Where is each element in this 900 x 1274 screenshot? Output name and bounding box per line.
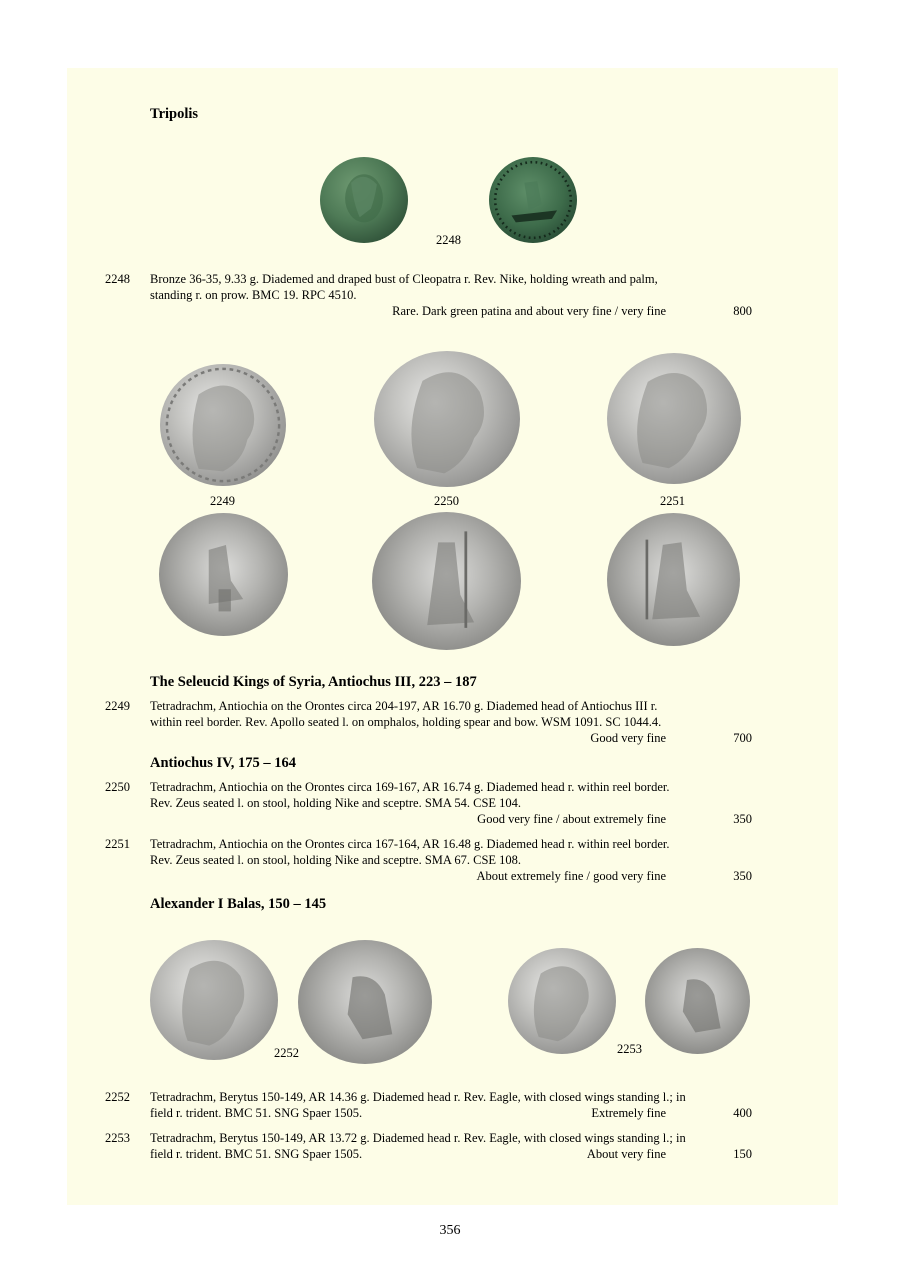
lot-2252-grade-row [150, 1105, 752, 1121]
section-heading-tripolis: Tripolis [150, 106, 199, 122]
lot-2251-line-2: Rev. Zeus seated l. on stool, holding Nike and sceptre. SMA 67. CSE 108. [150, 853, 522, 867]
lot-description-2249 [150, 698, 752, 730]
lot-2252-line-1: Tetradrachm, Berytus 150-149, AR 14.36 g. Diademed head r. Rev. Eagle, with closed wings standing l.; in [150, 1090, 686, 1104]
coin-2248-reverse-image [489, 157, 577, 243]
lot-number-2249: 2249 [105, 699, 130, 713]
coin-2251-reverse-image [607, 513, 740, 646]
lot-2250-line-2: Rev. Zeus seated l. on stool, holding Nike and sceptre. SMA 54. CSE 104. [150, 796, 522, 810]
coin-2250-obverse-image [374, 351, 520, 487]
section-heading-antiochus-iii: The Seleucid Kings of Syria, Antiochus III, 223 – 187 [150, 674, 477, 690]
lot-number-2248: 2248 [105, 272, 130, 286]
lot-2253-line-2: field r. trident. BMC 51. SNG Spaer 1505. [150, 1147, 363, 1161]
lot-2248-line-1: Bronze 36-35, 9.33 g. Diademed and draped bust of Cleopatra r. Rev. Nike, holding wreath and palm, [150, 272, 658, 286]
coin-2252-obverse-image [150, 940, 278, 1060]
lot-description-2250 [150, 779, 752, 811]
coin-2252-reverse-image [298, 940, 432, 1064]
lot-2250-estimate: 350 [733, 812, 752, 826]
lot-2249-line-2: within reel border. Rev. Apollo seated l. on omphalos, holding spear and bow. WSM 1091. SC 1044.4. [150, 715, 662, 729]
lot-2250-line-1: Tetradrachm, Antiochia on the Orontes circa 169-167, AR 16.74 g. Diademed head r. within reel border. [150, 780, 670, 794]
coin-2248-obverse-image [320, 157, 408, 243]
lot-2253-grade-row [150, 1146, 752, 1162]
lot-number-2250: 2250 [105, 780, 130, 794]
lot-2253-grade: About very fine [586, 1147, 666, 1161]
lot-2249-line-1: Tetradrachm, Antiochia on the Orontes circa 204-197, AR 16.70 g. Diademed head of Antiochus III r. [150, 699, 658, 713]
coin-2253-reverse-image [645, 948, 750, 1054]
lot-2252-grade: Extremely fine [591, 1106, 666, 1120]
lot-2249-estimate: 700 [733, 731, 752, 745]
plate-label-2253: 2253 [617, 1042, 642, 1056]
coin-2251-obverse-image [607, 353, 741, 484]
lot-2252-line-2: field r. trident. BMC 51. SNG Spaer 1505. [150, 1106, 363, 1120]
lot-2249-grade: Good very fine [590, 731, 666, 745]
section-heading-antiochus-iv: Antiochus IV, 175 – 164 [150, 755, 296, 771]
page-number: 356 [439, 1223, 461, 1238]
lot-2251-grade-row [150, 868, 752, 884]
lot-2250-grade: Good very fine / about extremely fine [477, 812, 666, 826]
section-heading-alexander-balas: Alexander I Balas, 150 – 145 [150, 896, 327, 912]
lot-description-2251 [150, 836, 752, 868]
plate-label-2249: 2249 [210, 494, 235, 508]
plate-label-2248: 2248 [436, 233, 461, 247]
lot-2251-grade: About extremely fine / good very fine [476, 869, 666, 883]
lot-2253-estimate: 150 [733, 1147, 752, 1161]
lot-2253-line-1: Tetradrachm, Berytus 150-149, AR 13.72 g. Diademed head r. Rev. Eagle, with closed wings standing l.; in [150, 1131, 686, 1145]
lot-2251-line-1: Tetradrachm, Antiochia on the Orontes circa 167-164, AR 16.48 g. Diademed head r. within reel border. [150, 837, 670, 851]
lot-2252-estimate: 400 [733, 1106, 752, 1120]
coin-2250-reverse-image [372, 512, 521, 650]
lot-2251-estimate: 350 [733, 869, 752, 883]
lot-2250-grade-row [150, 811, 752, 827]
lot-2248-grade-row [150, 303, 752, 319]
coin-2249-reverse-image [159, 513, 288, 636]
coin-2253-obverse-image [508, 948, 616, 1054]
coin-2249-obverse-image [160, 364, 286, 486]
lot-2248-grade: Rare. Dark green patina and about very fine / very fine [392, 304, 666, 318]
lot-number-2252: 2252 [105, 1090, 130, 1104]
lot-2248-line-2: standing r. on prow. BMC 19. RPC 4510. [150, 288, 357, 302]
lot-description-2248 [150, 271, 752, 303]
lot-number-2253: 2253 [105, 1131, 130, 1145]
plate-label-2252: 2252 [274, 1046, 299, 1060]
plate-label-2251: 2251 [660, 494, 685, 508]
lot-2248-estimate: 800 [733, 304, 752, 318]
plate-label-2250: 2250 [434, 494, 459, 508]
lot-number-2251: 2251 [105, 837, 130, 851]
lot-2249-grade-row [150, 730, 752, 746]
